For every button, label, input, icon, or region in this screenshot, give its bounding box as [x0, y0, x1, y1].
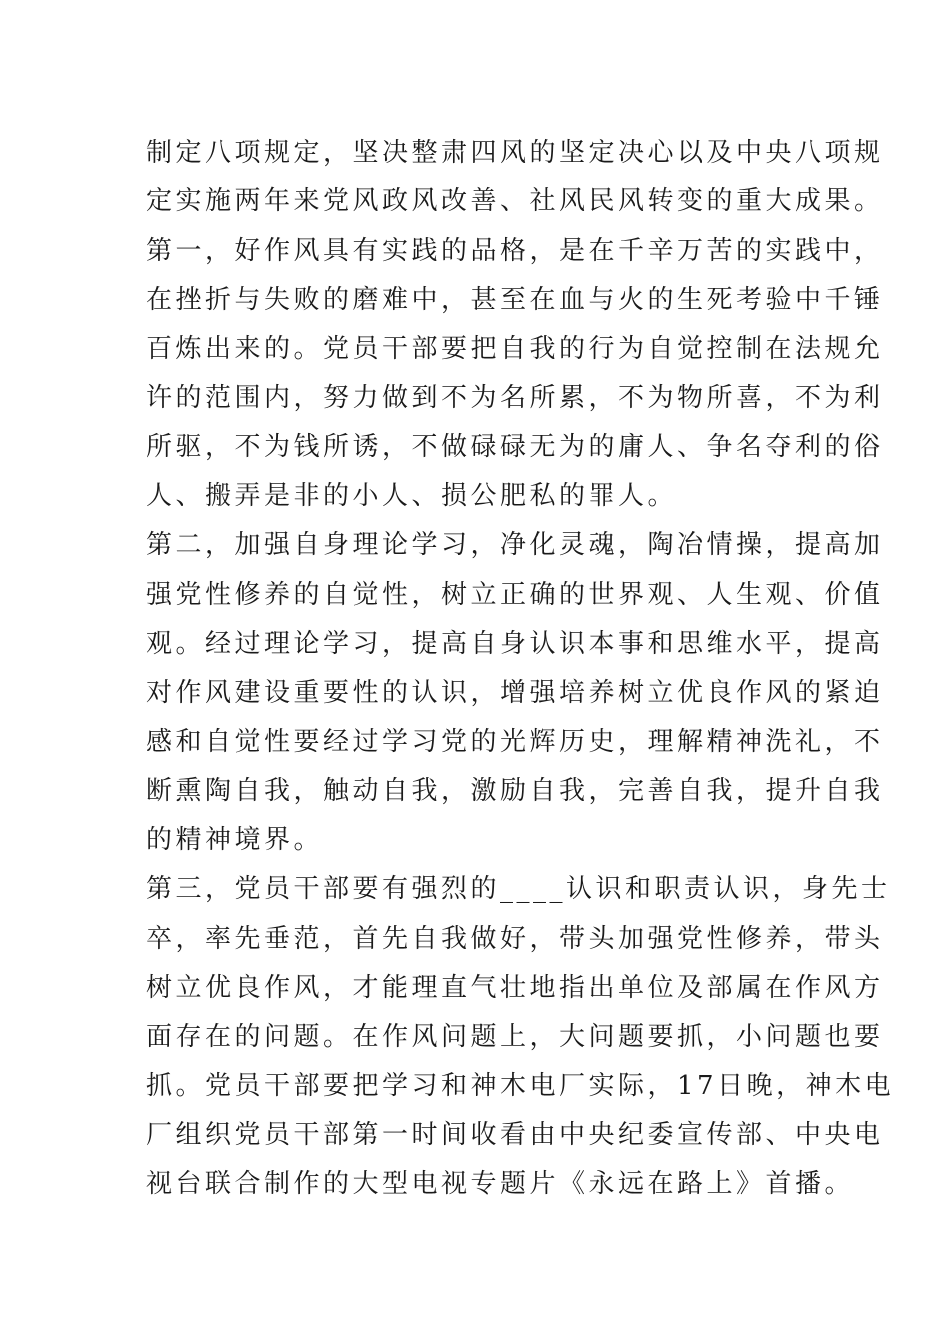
- text-line: 视台联合制作的大型电视专题片《永远在路上》首播。: [146, 1169, 855, 1199]
- text-line: 第三，党员干部要有强烈的____认识和职责认识，身先士: [146, 874, 891, 904]
- text-line: 的精神境界。: [146, 825, 324, 855]
- text-line: 抓。党员干部要把学习和神木电厂实际，17日晚，神木电: [146, 1071, 895, 1101]
- text-line: 面存在的问题。在作风问题上，大问题要抓，小问题也要: [146, 1022, 884, 1052]
- text-line: 定实施两年来党风政风改善、社风民风转变的重大成果。: [146, 186, 884, 216]
- text-line: 树立优良作风，才能理直气壮地指出单位及部属在作风方: [146, 973, 884, 1003]
- text-line: 对作风建设重要性的认识，增强培养树立优良作风的紧迫: [146, 678, 884, 708]
- text-line: 卒，率先垂范，首先自我做好，带头加强党性修养，带头: [146, 924, 884, 954]
- text-line: 所驱，不为钱所诱，不做碌碌无为的庸人、争名夺利的俗: [146, 432, 884, 462]
- text-line: 厂组织党员干部第一时间收看由中央纪委宣传部、中央电: [146, 1120, 884, 1150]
- text-line: 百炼出来的。党员干部要把自我的行为自觉控制在法规允: [146, 334, 884, 364]
- text-line: 制定八项规定，坚决整肃四风的坚定决心以及中央八项规: [146, 138, 884, 168]
- text-line: 感和自觉性要经过学习党的光辉历史，理解精神洗礼，不: [146, 727, 884, 757]
- text-line: 第二，加强自身理论学习，净化灵魂，陶冶情操，提高加: [146, 530, 884, 560]
- text-line: 在挫折与失败的磨难中，甚至在血与火的生死考验中千锤: [146, 285, 884, 315]
- text-line: 观。经过理论学习，提高自身认识本事和思维水平，提高: [146, 629, 884, 659]
- text-line: 断熏陶自我，触动自我，激励自我，完善自我，提升自我: [146, 776, 884, 806]
- text-line: 人、搬弄是非的小人、损公肥私的罪人。: [146, 481, 678, 511]
- text-line: 强党性修养的自觉性，树立正确的世界观、人生观、价值: [146, 580, 884, 610]
- text-line: 许的范围内，努力做到不为名所累，不为物所喜，不为利: [146, 383, 884, 413]
- text-line: 第一，好作风具有实践的品格，是在千辛万苦的实践中，: [146, 236, 884, 266]
